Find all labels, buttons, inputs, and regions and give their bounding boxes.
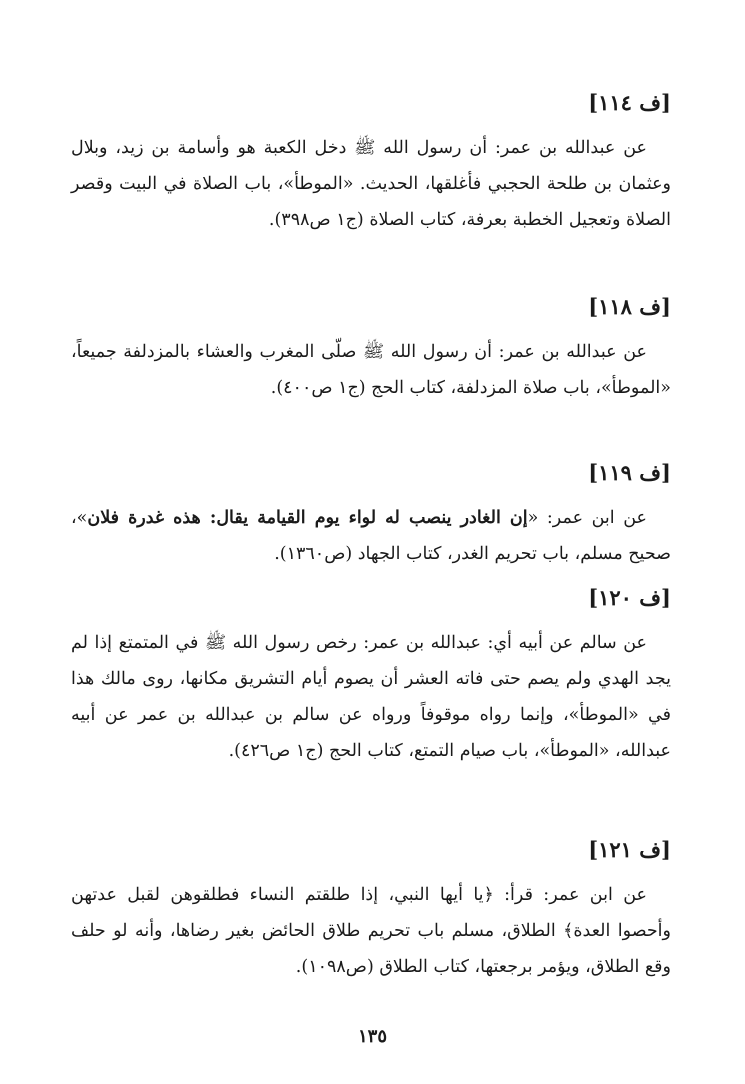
entry-f120	[71, 583, 671, 769]
body-suffix: »، صحيح مسلم، باب تحريم الغدر، كتاب الجهاد (ص١٣٦٠).	[71, 508, 671, 564]
body-prefix: عن ابن عمر: «	[527, 508, 647, 528]
entry-heading: [ف ١٢١]	[588, 837, 671, 862]
entry-f114	[71, 88, 671, 238]
entry-heading: [ف ١١٩]	[588, 460, 671, 485]
entry-heading: [ف ١١٨]	[588, 294, 671, 319]
entry-f121	[71, 835, 671, 985]
entry-body: عن عبدالله بن عمر: أن رسول الله ﷺ صلّى المغرب والعشاء بالمزدلفة جميعاً، «الموطأ»، باب صلاة المزدلفة، كتاب الحج (ج١ ص٤٠٠).	[71, 342, 671, 398]
page-number: ١٣٥	[357, 1026, 387, 1047]
entry-body: عن عبدالله بن عمر: أن رسول الله ﷺ دخل الكعبة هو وأسامة بن زيد، وبلال وعثمان بن طلحة الحجبي فأغلقها، الحديث. «الموطأ»، باب الصلاة في البيت وقصر الصلاة وتعجيل الخطبة بعرفة، كتاب الصلاة (ج١ ص٣٩٨).	[71, 138, 671, 230]
entry-heading: [ف ١٢٠]	[588, 585, 671, 610]
entry-f119	[71, 458, 671, 572]
hadith-text-bold: إن الغادر ينصب له لواء يوم القيامة يقال: هذه غدرة فلان	[87, 508, 528, 528]
entry-f118	[71, 292, 671, 406]
entry-body	[71, 500, 671, 572]
entry-heading: [ف ١١٤]	[588, 90, 671, 115]
entry-body: عن سالم عن أبيه أي: عبدالله بن عمر: رخص رسول الله ﷺ في المتمتع إذا لم يجد الهدي ولم يصم حتى فاته العشر أن يصوم أيام التشريق مكانها، روى مالك هذا في «الموطأ»، وإنما رواه موقوفاً ورواه عن سالم بن عبدالله بن عمر عن أبيه عبدالله، «الموطأ»، باب صيام التمتع، كتاب الحج (ج١ ص٤٢٦).	[71, 633, 671, 761]
entry-body: عن ابن عمر: قرأ: ﴿يا أيها النبي، إذا طلقتم النساء فطلقوهن لقبل عدتهن وأحصوا العدة﴾ الطلاق، مسلم باب تحريم طلاق الحائض بغير رضاها، وأنه لو حلف وقع الطلاق، ويؤمر برجعتها، كتاب الطلاق (ص١٠٩٨).	[71, 885, 671, 977]
